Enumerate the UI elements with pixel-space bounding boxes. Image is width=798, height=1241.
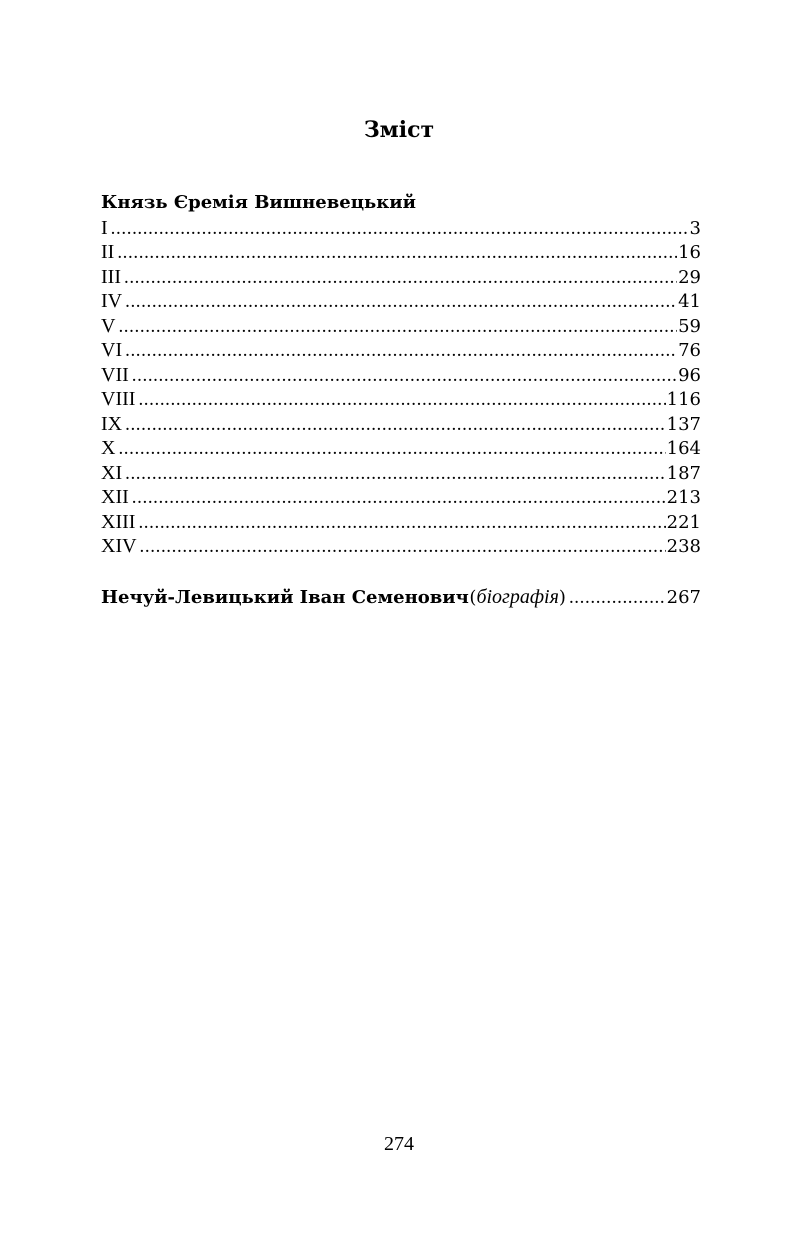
- toc-entry: [101, 412, 701, 437]
- dot-leader: [138, 511, 665, 535]
- dot-leader: [124, 266, 677, 290]
- dot-leader: [118, 315, 677, 339]
- page-ref: 59: [678, 315, 701, 337]
- biography-entry: [101, 583, 701, 611]
- dot-leader: [132, 364, 677, 388]
- page-title: Зміст: [363, 116, 435, 143]
- page-ref: 267: [666, 586, 701, 608]
- page-ref: 16: [678, 242, 701, 263]
- chapter-label: IV: [101, 290, 123, 312]
- page-ref: 238: [666, 536, 701, 557]
- toc-entry: [101, 436, 701, 461]
- dot-leader: [125, 462, 666, 486]
- toc-entry: [101, 289, 701, 314]
- dot-leader: [125, 339, 677, 363]
- page-ref: 96: [678, 364, 701, 386]
- biography-close-paren: ): [558, 586, 566, 608]
- chapter-label: XIII: [101, 510, 136, 533]
- toc-entry: [101, 387, 701, 412]
- toc-entry: [101, 314, 701, 339]
- chapter-label: III: [101, 265, 121, 288]
- dot-leader: [111, 217, 689, 241]
- page-ref: 116: [666, 389, 701, 410]
- toc-entry: [101, 265, 701, 290]
- page-ref: 137: [666, 413, 701, 435]
- chapter-list: [101, 216, 701, 559]
- dot-leader: [140, 535, 666, 559]
- chapter-label: II: [101, 241, 115, 263]
- toc-entry: [101, 461, 701, 486]
- dot-leader: [125, 290, 677, 314]
- dot-leader: [118, 437, 665, 461]
- page-ref: 41: [678, 291, 701, 312]
- page-ref: 164: [666, 438, 701, 459]
- page-ref: 187: [666, 462, 701, 484]
- toc-entry: [101, 338, 701, 363]
- dot-leader: [132, 486, 666, 510]
- page-number: 274: [384, 1133, 414, 1155]
- table-of-contents: [101, 191, 701, 611]
- biography-open-paren: (: [469, 586, 477, 608]
- dot-leader: [125, 413, 666, 437]
- page-ref: 221: [666, 511, 701, 533]
- section-heading: Князь Єремія Вишневецький: [101, 192, 416, 213]
- page-ref: 3: [689, 217, 701, 239]
- dot-leader: [138, 388, 665, 412]
- chapter-label: VIII: [101, 388, 136, 410]
- biography-author-name: Нечуй-Левицький Іван Семенович: [101, 586, 469, 608]
- toc-entry: [101, 485, 701, 510]
- biography-note: біографія: [476, 585, 559, 608]
- toc-entry: [101, 240, 701, 265]
- page-ref: 213: [666, 487, 701, 508]
- toc-entry: [101, 534, 701, 559]
- chapter-label: XIV: [101, 535, 137, 557]
- chapter-label: I: [101, 216, 108, 239]
- toc-entry: [101, 216, 701, 241]
- toc-entry: [101, 363, 701, 388]
- chapter-label: X: [101, 437, 116, 459]
- chapter-label: V: [101, 314, 116, 337]
- chapter-label: IX: [101, 412, 123, 435]
- chapter-label: VII: [101, 363, 129, 386]
- toc-entry: [101, 510, 701, 535]
- chapter-label: XII: [101, 486, 129, 508]
- dot-leader: [117, 241, 677, 265]
- page-ref: 29: [678, 266, 701, 288]
- chapter-label: XI: [101, 461, 123, 484]
- chapter-label: VI: [101, 339, 123, 361]
- dot-leader: [569, 584, 666, 611]
- page-ref: 76: [678, 340, 701, 361]
